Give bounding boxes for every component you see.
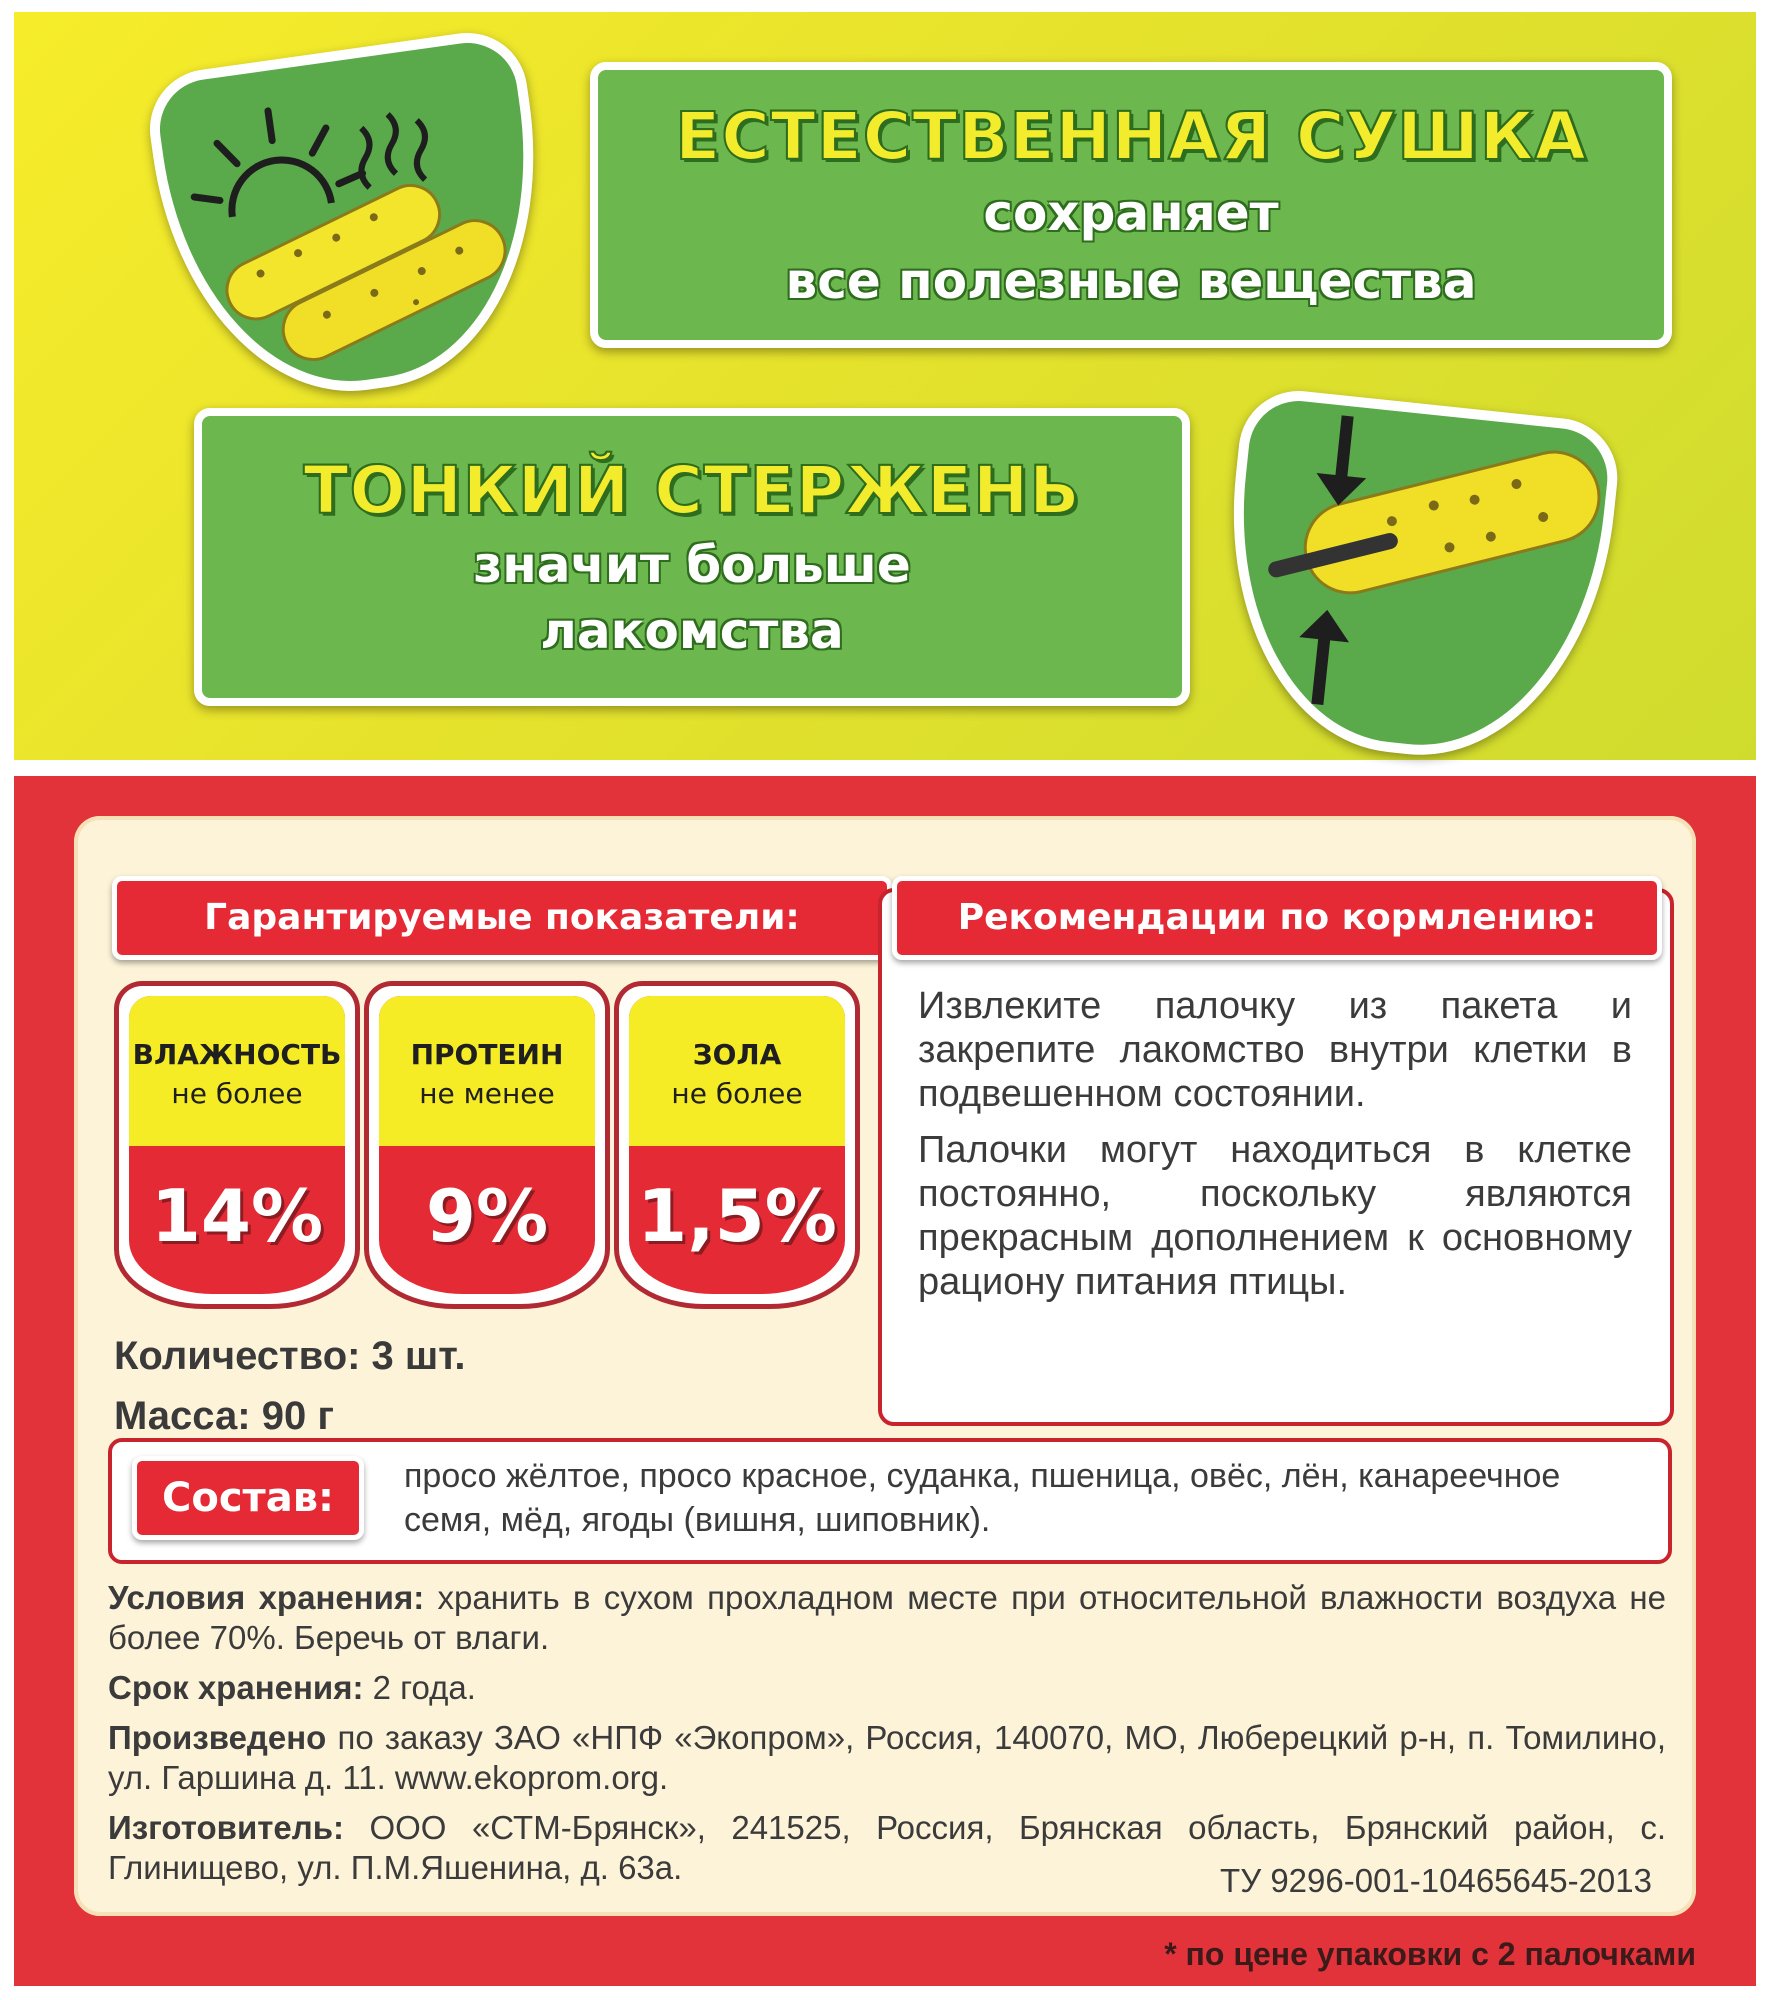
info-card: [74, 816, 1696, 1916]
guaranteed-label: Гарантируемые показатели:: [112, 876, 892, 960]
storage-label: Условия хранения:: [108, 1579, 425, 1616]
storage-conditions: [108, 1578, 1666, 1658]
thin-rod-icon: [1209, 385, 1624, 773]
ash-card: [614, 981, 860, 1309]
indicator-name: ПРОТЕИН: [410, 1038, 564, 1071]
produced-label: Произведено: [108, 1719, 327, 1756]
indicator-value: 14%: [150, 1174, 324, 1258]
storage-text: хранить в сухом прохладном месте при относительной влажности воздуха не более 70%. Беречь от влаги.: [108, 1579, 1666, 1656]
thin-rod-line2: лакомства: [540, 602, 844, 660]
sun-sticks-icon: [142, 25, 566, 415]
composition-text: просо жёлтое, просо красное, суданка, пшеница, овёс, лён, канареечное семя, мёд, ягоды (вишня, шиповник).: [404, 1457, 1561, 1539]
thin-rod-box: [194, 408, 1190, 706]
thin-rod-title: ТОНКИЙ СТЕРЖЕНЬ: [303, 452, 1081, 529]
quantity-mass: [114, 1326, 465, 1446]
price-footnote: * по цене упаковки с 2 палочками: [1164, 1936, 1696, 1972]
indicator-qualifier: не менее: [419, 1077, 555, 1110]
manufacturer-text: ООО «СТМ-Брянск», 241525, Россия, Брянская область, Брянский район, с. Глинищево, ул. П.М.Яшенина, д. 63а.: [108, 1809, 1666, 1886]
shelf-life: [108, 1668, 1666, 1708]
recommendation-para-1: Извлеките палочку из пакета и закрепите лакомство внутри клетки в подвешенном состоянии.: [918, 985, 1632, 1115]
composition-label: Состав:: [132, 1456, 364, 1540]
thin-rod-line1: значит больше: [473, 536, 911, 594]
indicator-name: ЗОЛА: [692, 1038, 782, 1071]
manufacturer-label: Изготовитель:: [108, 1809, 344, 1846]
natural-drying-line1: сохраняет: [983, 184, 1279, 242]
indicator-name: ВЛАЖНОСТЬ: [132, 1038, 342, 1071]
produced-text: по заказу ЗАО «НПФ «Экопром», Россия, 140070, МО, Люберецкий р-н, п. Томилино, ул. Гаршина д. 11. www.ekoprom.org.: [108, 1719, 1666, 1796]
moisture-card: [114, 981, 360, 1309]
mass-text: Масса: 90 г: [114, 1394, 334, 1438]
tu-code: ТУ 9296-001-10465645-2013: [1220, 1862, 1652, 1899]
natural-drying-box: [590, 62, 1672, 348]
indicator-value: 1,5%: [637, 1174, 837, 1258]
shelf-life-label: Срок хранения:: [108, 1669, 364, 1706]
info-panel: [14, 776, 1756, 1986]
produced-info: [108, 1718, 1666, 1798]
natural-drying-line2: все полезные вещества: [785, 252, 1477, 310]
shelf-life-text: 2 года.: [372, 1669, 476, 1706]
storage-info: [108, 1578, 1666, 1898]
indicator-qualifier: не более: [671, 1077, 803, 1110]
protein-card: [364, 981, 610, 1309]
quantity-text: Количество: 3 шт.: [114, 1334, 466, 1378]
indicator-qualifier: не более: [171, 1077, 303, 1110]
natural-drying-title: ЕСТЕСТВЕННАЯ СУШКА: [675, 98, 1587, 175]
recommendations-label: Рекомендации по кормлению:: [892, 876, 1662, 960]
benefits-panel: [14, 12, 1756, 760]
indicator-value: 9%: [425, 1174, 549, 1258]
recommendation-para-2: Палочки могут находиться в клетке постоянно, поскольку являются прекрасным дополнением к основному рациону питания птицы.: [918, 1129, 1632, 1303]
recommendations-box: [878, 888, 1674, 1426]
recommendations-text: [918, 984, 1632, 1316]
